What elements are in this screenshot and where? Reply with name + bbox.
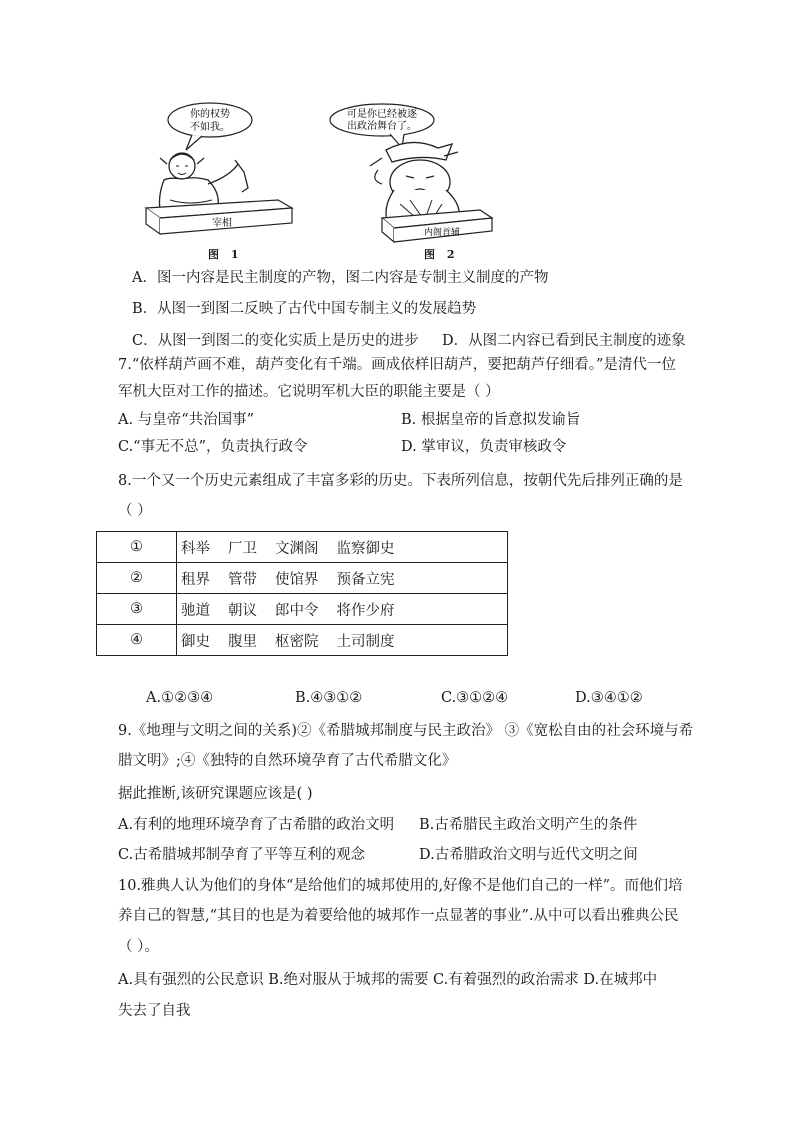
q9-option-a: A.有利的地理环境孕育了古希腊的政治文明 [118, 817, 395, 833]
fig2-bubble-line1: 可是你已经被逐 [347, 109, 417, 120]
q9-option-b: B.古希腊民主政治文明产生的条件 [419, 817, 638, 833]
table-cell: 朝议 [228, 602, 257, 619]
row-items [177, 563, 508, 594]
fig2-plinth-label: 内阁首辅 [423, 228, 461, 238]
table-cell: 管带 [228, 571, 257, 588]
table-cell: 监察御史 [336, 540, 395, 557]
figure-2-cartoon [330, 104, 492, 242]
q8-info-table [96, 531, 508, 656]
q7-option-b: B. 根据皇帝的旨意拟发谕旨 [401, 412, 581, 428]
q7-stem-line2: 军机大臣对工作的描述。它说明军机大臣的职能主要是（ ） [118, 384, 500, 400]
table-cell: 腹里 [228, 633, 257, 650]
row-number: ④ [97, 625, 177, 656]
q7-option-d: D. 掌审议，负责审核政令 [401, 439, 567, 455]
q7-option-c: C.“事无不总”，负责执行政令 [118, 439, 308, 455]
q10-stem-line3: （ ）。 [118, 939, 159, 955]
table-cell: 文渊阁 [275, 540, 319, 557]
cartoon-figures [120, 100, 520, 262]
table-cell: 枢密院 [275, 633, 319, 650]
q6-option-b: B．从图一到图二反映了古代中国专制主义的发展趋势 [132, 301, 477, 317]
figure-2-caption: 图 2 [424, 248, 459, 261]
fig1-bubble-line2: 不如我。 [190, 122, 230, 133]
fig1-plinth-label: 宰相 [212, 218, 232, 229]
table-cell: 预备立宪 [336, 571, 395, 588]
fig1-bubble-line1: 你的权势 [190, 109, 230, 120]
q7-stem-line1: 7.“依样葫芦画不难，葫芦变化有千端。画成依样旧葫芦，要把葫芦仔细看。”是清代一位 [118, 357, 676, 373]
q8-stem-line1: 8.一个又一个历史元素组成了丰富多彩的历史。下表所列信息，按朝代先后排列正确的是 [118, 473, 683, 489]
table-row [97, 532, 508, 563]
row-items [177, 532, 508, 563]
table-cell: 驰道 [181, 602, 210, 619]
q9-stem-line2: 腊文明》;④《独特的自然环境孕育了古代希腊文化》 [118, 753, 457, 769]
table-row [97, 625, 508, 656]
q6-option-c: C．从图一到图二的变化实质上是历史的进步 [132, 333, 419, 349]
table-cell: 使馆界 [275, 571, 319, 588]
row-items [177, 594, 508, 625]
table-cell: 土司制度 [336, 633, 395, 650]
q9-stem-line1: 9.《地理与文明之间的关系)②《希腊城邦制度与民主政治》 ③《宽松自由的社会环境与希 [118, 723, 694, 739]
q6-option-a: A．图一内容是民主制度的产物，图二内容是专制主义制度的产物 [132, 270, 549, 286]
row-number: ③ [97, 594, 177, 625]
row-number: ① [97, 532, 177, 563]
table-cell: 御史 [181, 633, 210, 650]
q8-option-b: B.④③①② [295, 690, 363, 706]
cartoon-illustration [120, 100, 520, 262]
table-cell: 科举 [181, 540, 210, 557]
q8-option-c: C.③①②④ [441, 690, 509, 706]
table-row [97, 563, 508, 594]
table-cell: 郎中令 [275, 602, 319, 619]
figure-1-cartoon [146, 103, 292, 234]
fig2-bubble-line2: 出政治舞台了。 [347, 121, 417, 132]
row-items [177, 625, 508, 656]
q10-stem-line2: 养自己的智慧,“其目的也是为着要给他的城邦作一点显著的事业”.从中可以看出雅典公民 [118, 908, 679, 924]
q10-options-line-cont: 失去了自我 [118, 1003, 191, 1019]
q9-option-d: D.古希腊政治文明与近代文明之间 [419, 847, 638, 863]
figure-1-caption: 图 1 [208, 248, 243, 261]
table-cell: 租界 [181, 571, 210, 588]
q7-option-a: A. 与皇帝“共治国事” [118, 412, 255, 428]
q8-option-a: A.①②③④ [146, 690, 214, 706]
row-number: ② [97, 563, 177, 594]
q6-option-d: D．从图二内容已看到民主制度的迹象 [442, 333, 686, 349]
q10-options-line: A.具有强烈的公民意识 B.绝对服从于城邦的需要 C.有着强烈的政治需求 D.在城邦中 [118, 972, 658, 988]
q8-stem-line2: （ ） [118, 503, 152, 519]
table-cell: 将作少府 [336, 602, 395, 619]
table-cell: 厂卫 [228, 540, 257, 557]
q8-option-d: D.③④①② [575, 690, 643, 706]
table-row [97, 594, 508, 625]
q9-option-c: C.古希腊城邦制孕育了平等互利的观念 [118, 847, 366, 863]
q10-stem-line1: 10.雅典人认为他们的身体“是给他们的城邦使用的,好像不是他们自己的一样”。而他们培 [118, 878, 683, 894]
q9-stem-line3: 据此推断,该研究课题应该是( ) [118, 786, 313, 802]
